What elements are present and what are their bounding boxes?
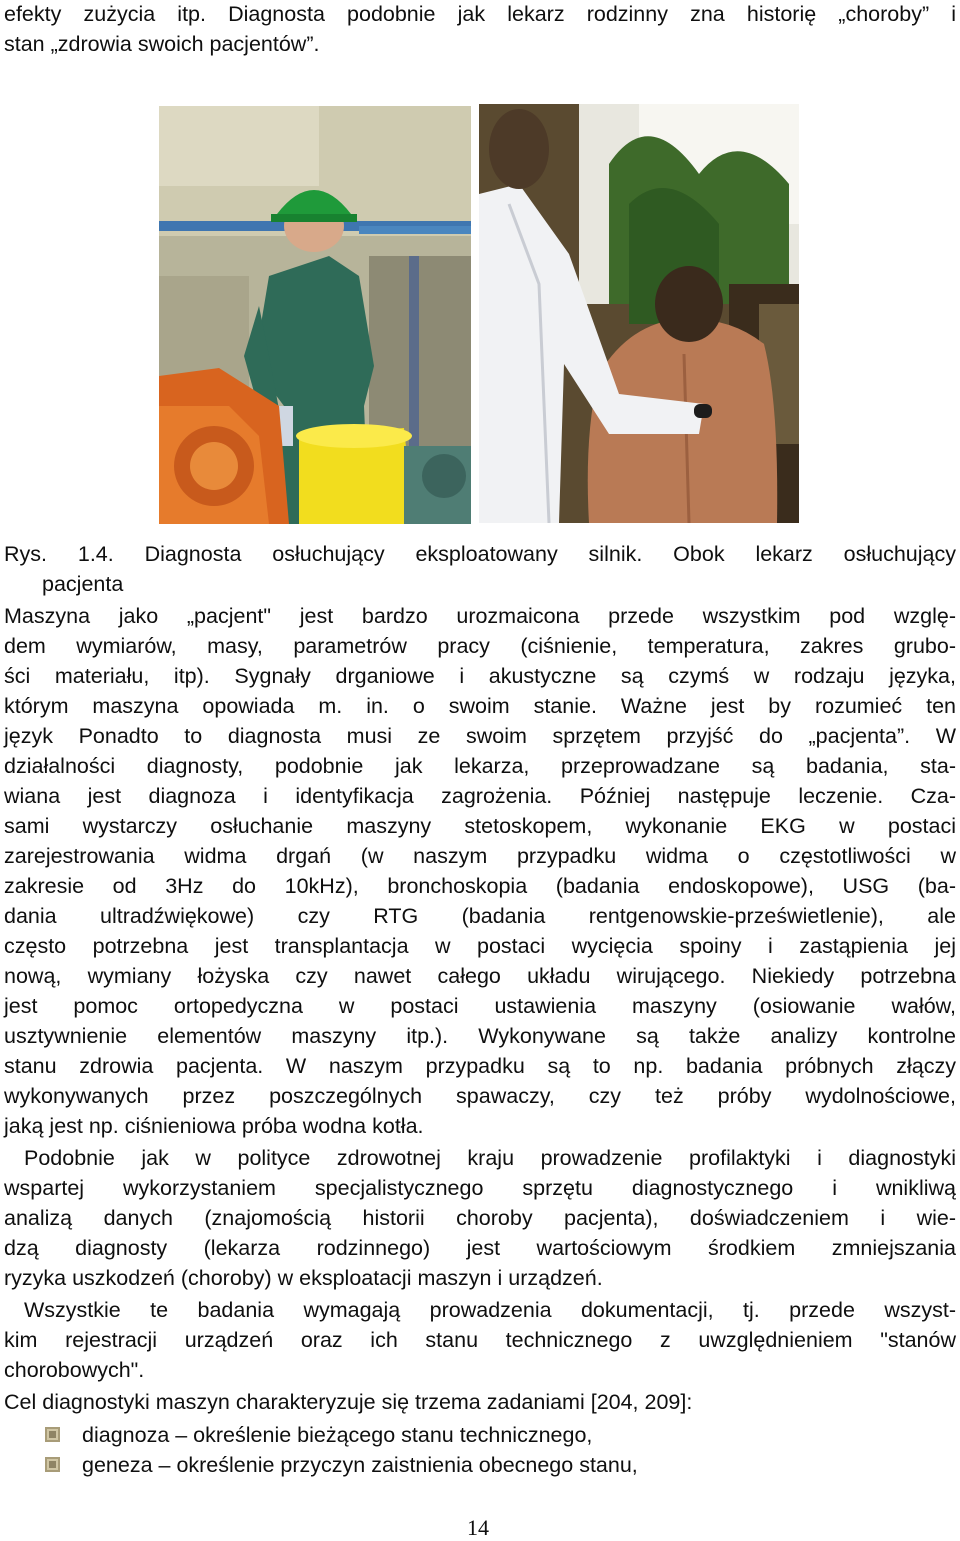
paragraph-line: dem wymiarów, masy, parametrów pracy (ciśnienie, temperatura, zakres grubo-	[4, 634, 956, 658]
paragraph-line: nową, wymiany łożyska czy nawet całego układu wirującego. Niekiedy potrzebna	[4, 964, 956, 988]
paragraph-line: wiana jest diagnoza i identyfikacja zagrożenia. Później następuje leczenie. Cza-	[4, 784, 956, 808]
paragraph-line: wspartej wykorzystaniem specjalistycznego sprzętu diagnostycznego i wnikliwą	[4, 1176, 956, 1200]
paragraph-line: dzą diagnosty (lekarza rodzinnego) jest wartościowym środkiem zmniejszania	[4, 1236, 956, 1260]
bullet-item: geneza – określenie przyczyn zaistnienia obecnego stanu,	[82, 1453, 638, 1477]
paragraph-line: wykonywanych przez poszczególnych spawaczy, czy też próby wydolnościowe,	[4, 1084, 956, 1108]
paragraph-line: chorobowych".	[4, 1358, 145, 1382]
paragraph-line: działalności diagnosty, podobnie jak lekarza, przeprowadzane są badania, sta-	[4, 754, 956, 778]
paragraph-line: kim rejestracji urządzeń oraz ich stanu technicznego z uwzględnieniem "stanów	[4, 1328, 956, 1352]
paragraph-line: ryzyka uszkodzeń (choroby) w eksploatacji maszyn i urządzeń.	[4, 1266, 603, 1290]
paragraph-line: jaką jest np. ciśnieniowa próba wodna kotła.	[4, 1114, 424, 1138]
paragraph-line: Maszyna jako „pacjent" jest bardzo urozmaicona przede wszystkim pod wzglę-	[4, 604, 956, 628]
paragraph-line: język Ponadto to diagnosta musi ze swoim sprzętem przyjść do „pacjenta”. W	[4, 724, 956, 748]
paragraph-line: sami wystarczy osłuchanie maszyny stetoskopem, wykonanie EKG w postaci	[4, 814, 956, 838]
paragraph-line: stanu zdrowia pacjenta. W naszym przypadku są to np. badania próbnych złączy	[4, 1054, 956, 1078]
bullet-item: diagnoza – określenie bieżącego stanu technicznego,	[82, 1423, 593, 1447]
paragraph-line: usztywnienie elementów maszyny itp.). Wykonywane są także analizy kontrolne	[4, 1024, 956, 1048]
bullet-square-icon	[45, 1457, 60, 1472]
paragraph-line: dania ultradźwiękowe) czy RTG (badania rentgenowskie-prześwietlenie), ale	[4, 904, 956, 928]
paragraph-line: Wszystkie te badania wymagają prowadzenia dokumentacji, tj. przede wszyst-	[24, 1298, 956, 1322]
paragraph-line: ści materiału, itp). Sygnały drganiowe i akustyczne są czymś w rodzaju języka,	[4, 664, 956, 688]
diagnostician-engine-photo	[159, 106, 471, 524]
page-number: 14	[467, 1515, 489, 1540]
paragraph-line: często potrzebna jest transplantacja w postaci wycięcia spoiny i zastąpienia jej	[4, 934, 956, 958]
paragraph-line: jest pomoc ortopedyczna w postaci ustawienia maszyny (osiowanie wałów,	[4, 994, 956, 1018]
paragraph-line: Podobnie jak w polityce zdrowotnej kraju prowadzenie profilaktyki i diagnostyki	[24, 1146, 956, 1170]
paragraph-line: stan „zdrowia swoich pacjentów”.	[4, 32, 320, 56]
figure-caption-line: pacjenta	[42, 572, 124, 596]
paragraph-line: Cel diagnostyki maszyn charakteryzuje się trzema zadaniami [204, 209]:	[4, 1390, 693, 1414]
doctor-patient-photo	[479, 104, 799, 523]
paragraph-line: zakresie od 3Hz do 10kHz), bronchoskopia (badania endoskopowe), USG (ba-	[4, 874, 956, 898]
paragraph-line: efekty zużycia itp. Diagnosta podobnie jak lekarz rodzinny zna historię „choroby” i	[4, 2, 956, 26]
figure-caption-line: Rys. 1.4. Diagnosta osłuchujący eksploatowany silnik. Obok lekarz osłuchujący	[4, 542, 956, 566]
paragraph-line: zarejestrowania widma drgań (w naszym przypadku widma o częstotliwości w	[4, 844, 956, 868]
paragraph-line: którym maszyna opowiada m. in. o swoim stanie. Ważne jest by rozumieć ten	[4, 694, 956, 718]
bullet-square-icon	[45, 1427, 60, 1442]
paragraph-line: analizą danych (znajomością historii choroby pacjenta), doświadczeniem i wie-	[4, 1206, 956, 1230]
